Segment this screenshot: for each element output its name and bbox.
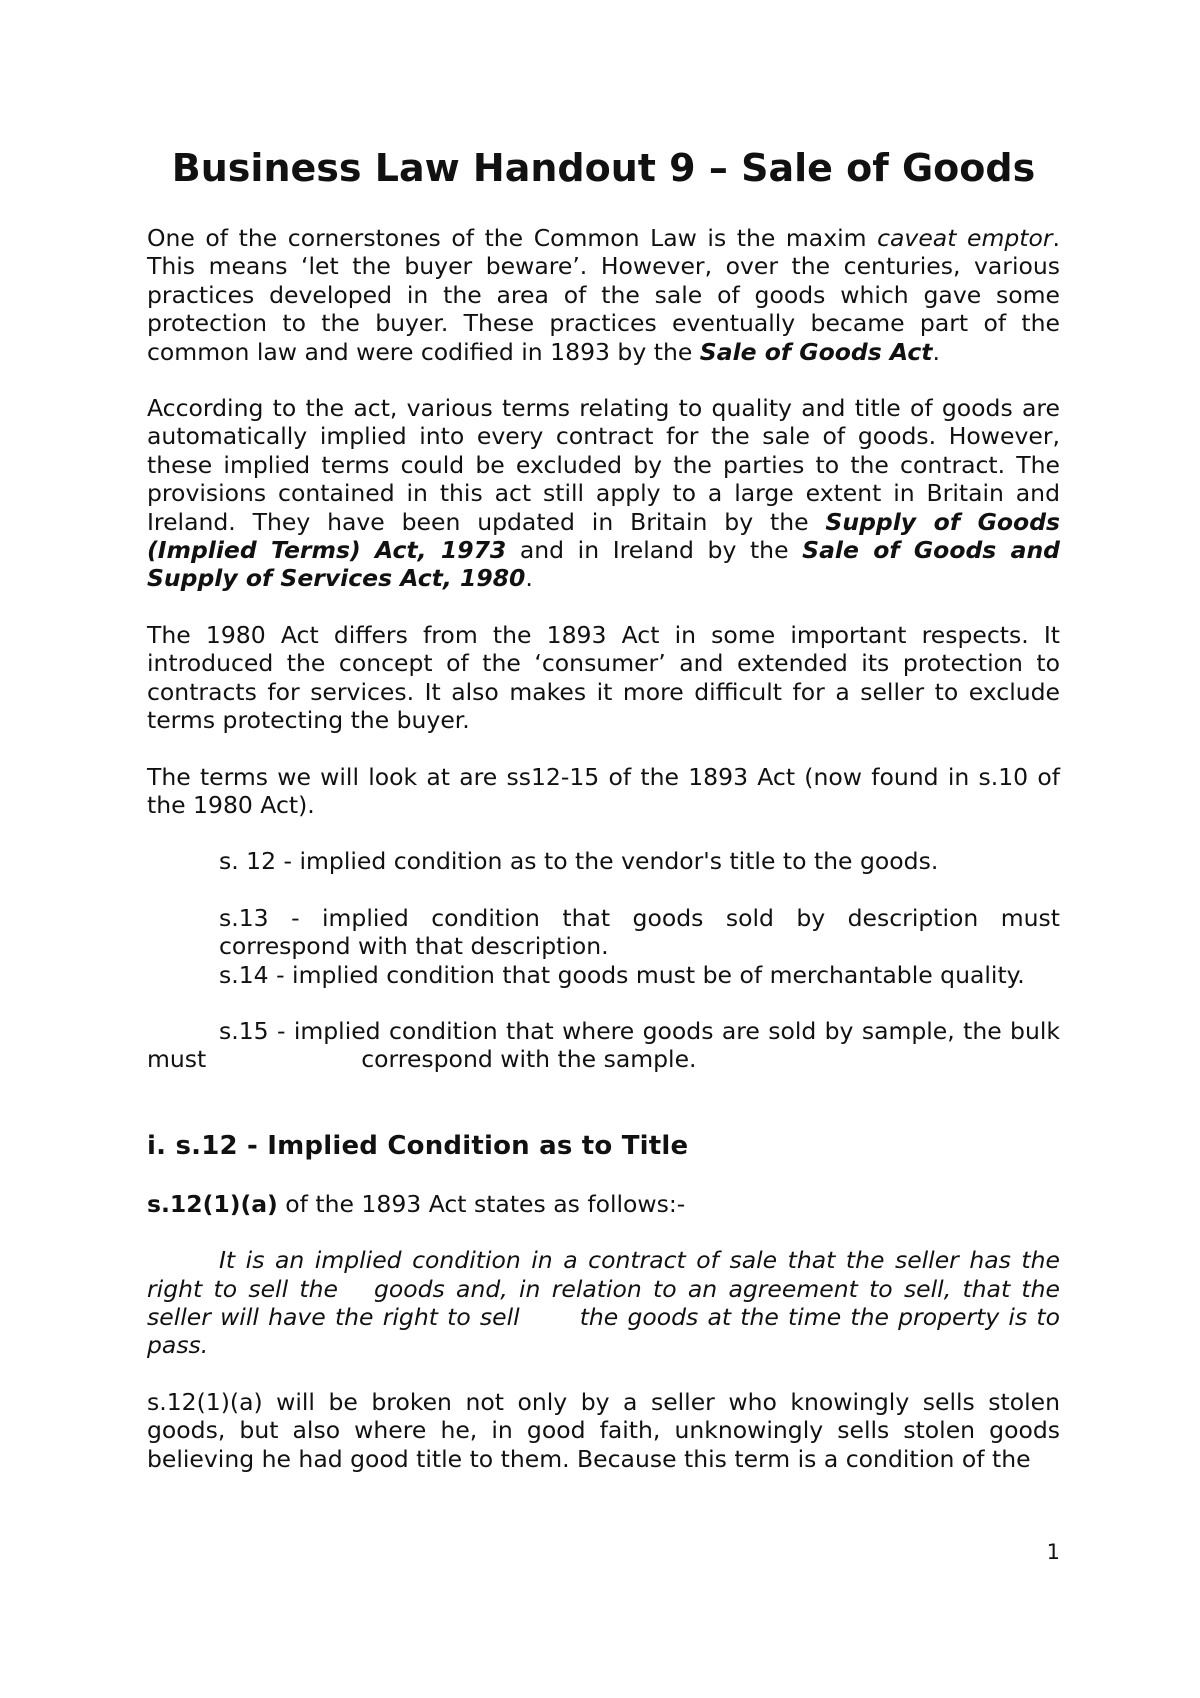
text: It is an implied condition in a contract of sale that the seller has the right to sell the [147,1246,1060,1303]
latin-term: caveat emptor [877,224,1053,252]
paragraph-terms: The terms we will look at are ss12-15 of the 1893 Act (now found in s.10 of the 1980 Act). [147,762,1060,819]
list-item-s12: s. 12 - implied condition as to the vendor's title to the goods. [219,847,939,876]
act-name: Supply of Goods (Implied Terms) Act, 1973 [147,507,1061,565]
list-item-s14: s.14 - implied condition that goods must be of merchantable quality. [219,960,1025,989]
text: of the 1893 Act states as follows:- [277,1189,686,1218]
document-title: Business Law Handout 9 – Sale of Goods [171,146,1036,190]
text: . [525,564,533,593]
text: According to the act, various terms relating to quality and title of goods are automatically implied into every contract for the sale of goods. However, these implied terms could be excluded by the parties to the contract. The provisions contained in this act still apply to a large extent in Britain and Ireland. They have been updated in Britain by the [147,394,1060,536]
text: goods and, in relation to an agreement to sell, that the seller will have the right to sell [147,1274,1060,1331]
text: s.15 - implied condition that where goods are sold by sample, the bulk must [147,1016,1060,1074]
statute-quote [147,1246,1060,1360]
paragraph-s12-breach: s.12(1)(a) will be broken not only by a seller who knowingly sells stolen goods, but also where he, in good faith, unknowingly sells stolen goods believing he had good title to them. Because this term is a condition of the [147,1387,1060,1473]
paragraph-s12-intro [147,1190,1060,1218]
text: . This means ‘let the buyer beware’. However, over the centuries, various practices developed in the area of the sale of goods which gave some protection to the buyer. These practices eventually became part of the common law and were codified in 1893 by the [147,224,1060,366]
text: . [932,337,940,366]
act-name: Sale of Goods Act [699,337,933,366]
act-name: Sale of Goods and Supply of Services Act, 1980 [147,536,1060,593]
paragraph-intro [147,224,1060,366]
text: the goods at the time the property is to pass. [147,1302,1060,1360]
page-number: 1 [1046,1540,1060,1564]
text: and in Ireland by the [506,536,803,565]
document-page [147,0,1060,1698]
paragraph-implied-terms [147,394,1060,593]
list-item-s15 [147,1017,1060,1074]
section-heading-s12: i. s.12 - Implied Condition as to Title [147,1130,689,1161]
text: correspond with the sample. [361,1045,697,1074]
paragraph-1980-act: The 1980 Act differs from the 1893 Act in some important respects. It introduced the concept of the ‘consumer’ and extended its protection to contracts for services. It also makes it more difficult for a seller to exclude terms protecting the buyer. [147,620,1060,735]
text: One of the cornerstones of the Common Law is the maxim [147,224,878,252]
list-item-s13: s.13 - implied condition that goods sold by description must correspond with that description. [219,903,1060,961]
section-ref: s.12(1)(a) [147,1189,278,1218]
document-body [147,224,1060,1473]
